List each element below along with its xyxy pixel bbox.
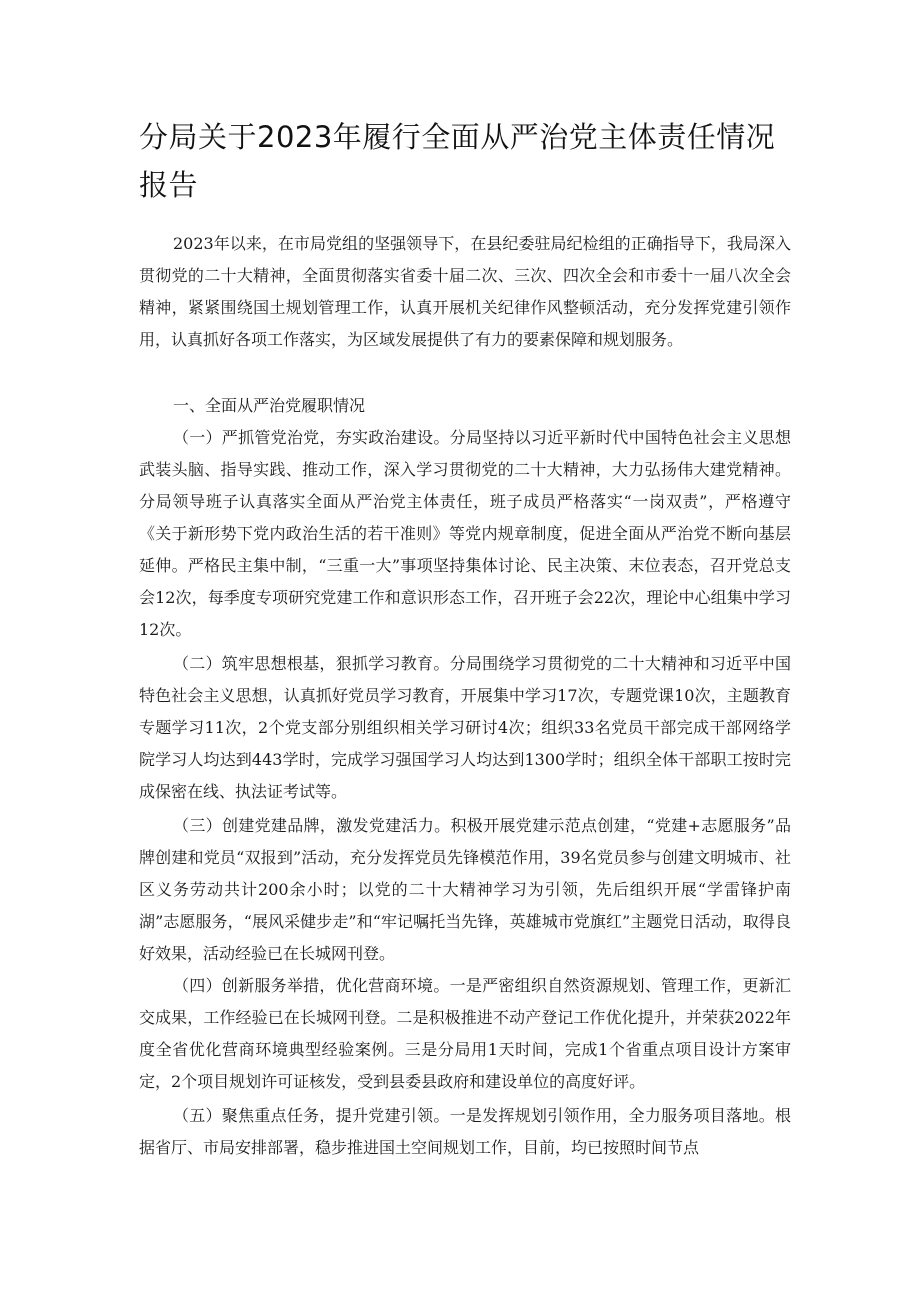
section-item-paragraph: （二）筑牢思想根基，狠抓学习教育。分局围绕学习贯彻党的二十大精神和习近平中国特色社会主义思想，认真抓好党员学习教育，开展集中学习17次，专题党课10次，主题教育专题学习11次，2个党支部分别组织相关学习研讨4次；组织33名党员干部完成干部网络学院学习人均达到443学时，完成学习强国学习人均达到1300学时；组织全体干部职工按时完成保密在线、执法证考试等。	[139, 654, 791, 801]
section-item-paragraph: （五）聚焦重点任务，提升党建引领。一是发挥规划引领作用，全力服务项目落地。根据省厅、市局安排部署，稳步推进国土空间规划工作，目前，均已按照时间节点	[139, 1106, 791, 1157]
document-title: 分局关于2023年履行全面从严治党主体责任情况报告	[139, 120, 776, 202]
section-item-paragraph: （一）严抓管党治党，夯实政治建设。分局坚持以习近平新时代中国特色社会主义思想武装头脑、指导实践、推动工作，深入学习贯彻党的二十大精神，大力弘扬伟大建党精神。分局领导班子认真落实全面从严治党主体责任，班子成员严格落实“一岗双责”，严格遵守《关于新形势下党内政治生活的若干准则》等党内规章制度，促进全面从严治党不断向基层延伸。严格民主集中制，“三重一大”事项坚持集体讨论、民主决策、末位表态，召开党总支会12次，每季度专项研究党建工作和意识形态工作，召开班子会22次，理论中心组集中学习12次。	[139, 428, 791, 639]
section-heading: 一、全面从严治党履职情况	[173, 396, 366, 415]
section-item-paragraph: （四）创新服务举措，优化营商环境。一是严密组织自然资源规划、管理工作，更新汇交成果，工作经验已在长城网刊登。二是积极推进不动产登记工作优化提升，并荣获2022年度全省优化营商环境典型经验案例。三是分局用1天时间，完成1个省重点项目设计方案审定，2个项目规划许可证核发，受到县委县政府和建设单位的高度好评。	[139, 976, 791, 1091]
intro-paragraph: 2023年以来，在市局党组的坚强领导下，在县纪委驻局纪检组的正确指导下，我局深入贯彻党的二十大精神，全面贯彻落实省委十届二次、三次、四次全会和市委十一届八次全会精神，紧紧围绕国土规划管理工作，认真开展机关纪律作风整顿活动，充分发挥党建引领作用，认真抓好各项工作落实，为区域发展提供了有力的要素保障和规划服务。	[139, 234, 791, 349]
section-item-paragraph: （三）创建党建品牌，激发党建活力。积极开展党建示范点创建，“党建+志愿服务”品牌创建和党员“双报到”活动，充分发挥党员先锋模范作用，39名党员参与创建文明城市、社区义务劳动共计200余小时；以党的二十大精神学习为引领，先后组织开展“学雷锋护南湖”志愿服务，“展风采健步走”和“牢记嘱托当先锋，英雄城市党旗红”主题党日活动，取得良好效果，活动经验已在长城网刊登。	[139, 816, 791, 963]
